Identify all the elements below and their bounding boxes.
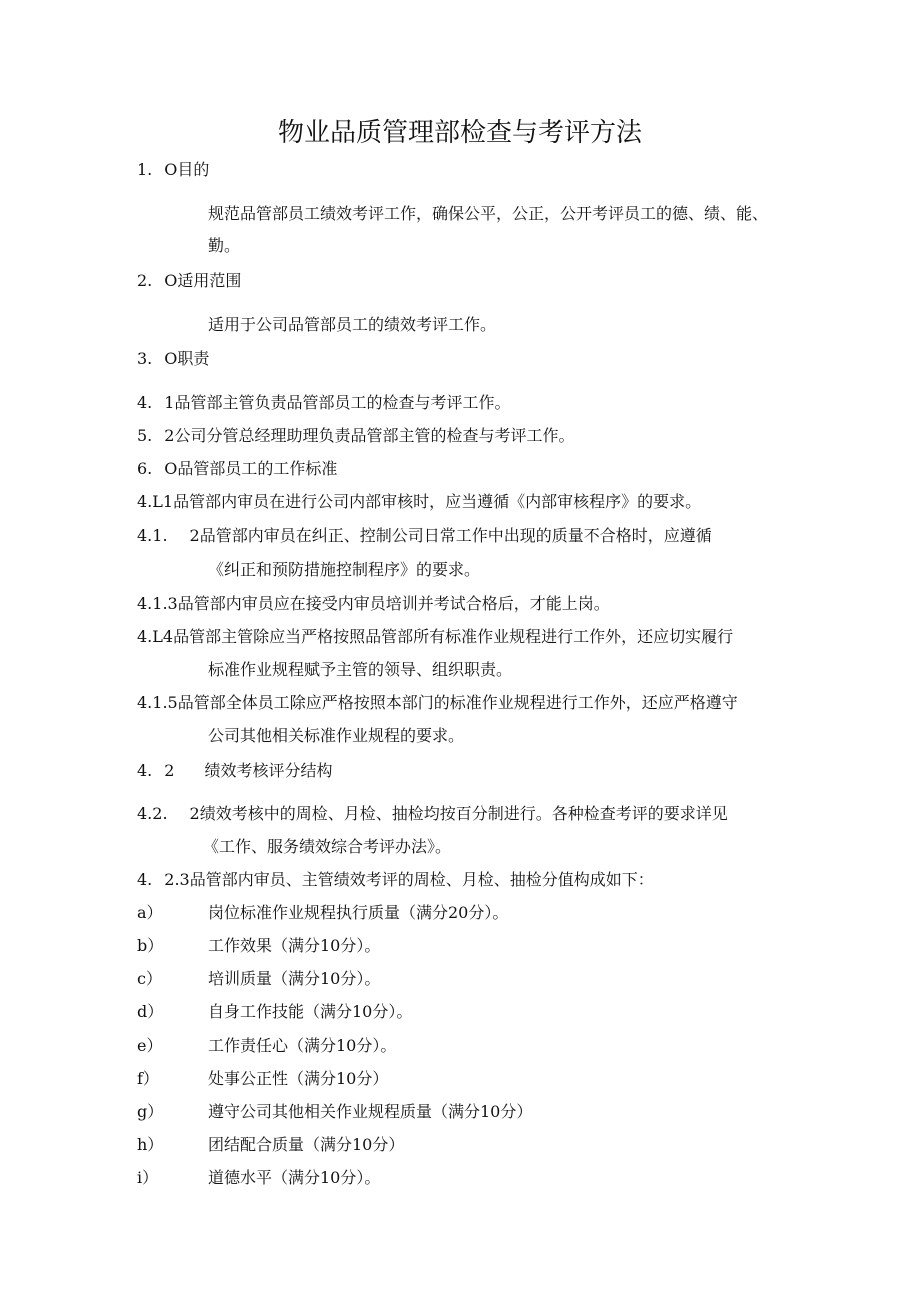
list-item-text: 岗位标准作业规程执行质量（满分20分）。 bbox=[208, 903, 509, 922]
clause-sub-number: 2 bbox=[164, 761, 175, 780]
clause-4-1-5: 4.1.5品管部全体员工除应严格按照本部门的标准作业规程进行工作外，还应严格遵守 bbox=[137, 693, 738, 712]
section-title: O目的 bbox=[164, 160, 210, 179]
clause-4-1-2 bbox=[137, 526, 712, 546]
list-item-label: c） bbox=[137, 969, 162, 988]
clause-text: 2绩效考核中的周检、月检、抽检均按百分制进行。各种检查考评的要求详见 bbox=[189, 804, 728, 823]
section-number: 6. bbox=[137, 459, 153, 478]
section-number: 3. bbox=[137, 349, 153, 368]
section-6-heading bbox=[137, 459, 337, 479]
list-item-label: i） bbox=[137, 1168, 159, 1187]
list-item-label: d） bbox=[137, 1002, 164, 1021]
section-number: 4. bbox=[137, 393, 153, 412]
clause-title: 绩效考核评分结构 bbox=[204, 761, 333, 780]
paragraph: 适用于公司品管部员工的绩效考评工作。 bbox=[208, 315, 497, 334]
section-3-heading bbox=[137, 349, 209, 369]
clause-4-1-3: 4.1.3品管部内审员应在接受内审员培训并考试合格后，才能上岗。 bbox=[137, 594, 610, 613]
clause-4-1-1: 4.L1品管部内审员在进行公司内部审核时，应当遵循《内部审核程序》的要求。 bbox=[137, 492, 702, 511]
clause-4-1-4-continued: 标准作业规程赋予主管的领导、组织职责。 bbox=[208, 660, 513, 679]
list-item-label: f） bbox=[137, 1069, 159, 1088]
list-item-label: h） bbox=[137, 1135, 164, 1154]
section-text: 2公司分管总经理助理负责品管部主管的检查与考评工作。 bbox=[164, 426, 575, 445]
paragraph: 规范品管部员工绩效考评工作，确保公平，公正，公开考评员工的德、绩、能、 bbox=[208, 204, 769, 223]
list-item-label: b） bbox=[137, 936, 164, 955]
clause-4-1-5-continued: 公司其他相关标准作业规程的要求。 bbox=[208, 726, 465, 745]
list-item-text: 自身工作技能（满分10分）。 bbox=[208, 1002, 413, 1021]
section-title: O职责 bbox=[164, 349, 210, 368]
list-item-text: 培训质量（满分10分）。 bbox=[208, 969, 381, 988]
clause-number: 4.1. bbox=[137, 526, 168, 545]
section-1-heading bbox=[137, 160, 209, 180]
clause-text: 2.3品管部内审员、主管绩效考评的周检、月检、抽检分值构成如下： bbox=[164, 870, 654, 889]
clause-number: 4. bbox=[137, 870, 153, 889]
document-title: 物业品质管理部检查与考评方法 bbox=[277, 118, 642, 148]
list-item-text: 团结配合质量（满分10分） bbox=[208, 1135, 405, 1154]
clause-number: 4.2. bbox=[137, 804, 168, 823]
section-number: 2. bbox=[137, 271, 153, 290]
list-item-label: g） bbox=[137, 1102, 164, 1121]
list-item-text: 遵守公司其他相关作业规程质量（满分10分） bbox=[208, 1102, 533, 1121]
section-text: 1品管部主管负责品管部员工的检查与考评工作。 bbox=[164, 393, 511, 412]
section-title: O品管部员工的工作标准 bbox=[164, 459, 338, 478]
clause-4-2-2 bbox=[137, 804, 728, 824]
list-item-label: e） bbox=[137, 1036, 163, 1055]
clause-number: 4. bbox=[137, 761, 153, 780]
clause-text: 2品管部内审员在纠正、控制公司日常工作中出现的质量不合格时，应遵循 bbox=[189, 526, 712, 545]
section-title: O适用范围 bbox=[164, 271, 242, 290]
section-number: 1. bbox=[137, 160, 153, 179]
list-item-text: 处事公正性（满分10分） bbox=[208, 1069, 389, 1088]
paragraph: 勤。 bbox=[208, 236, 241, 255]
section-2-heading bbox=[137, 271, 241, 291]
clause-4-2-heading bbox=[137, 761, 332, 781]
clause-4-1-4: 4.L4品管部主管除应当严格按照品管部所有标准作业规程进行工作外，还应切实履行 bbox=[137, 627, 734, 646]
section-5-line bbox=[137, 426, 574, 446]
list-item-text: 道德水平（满分10分）。 bbox=[208, 1168, 381, 1187]
section-number: 5. bbox=[137, 426, 153, 445]
list-item-text: 工作效果（满分10分）。 bbox=[208, 936, 381, 955]
list-item-label: a） bbox=[137, 903, 163, 922]
list-item-text: 工作责任心（满分10分）。 bbox=[208, 1036, 397, 1055]
clause-4-2-2-continued: 《工作、服务绩效综合考评办法》。 bbox=[203, 837, 452, 856]
clause-4-1-2-continued: 《纠正和预防措施控制程序》的要求。 bbox=[208, 560, 481, 579]
clause-4-2-3 bbox=[137, 870, 654, 890]
section-4-line bbox=[137, 393, 510, 413]
